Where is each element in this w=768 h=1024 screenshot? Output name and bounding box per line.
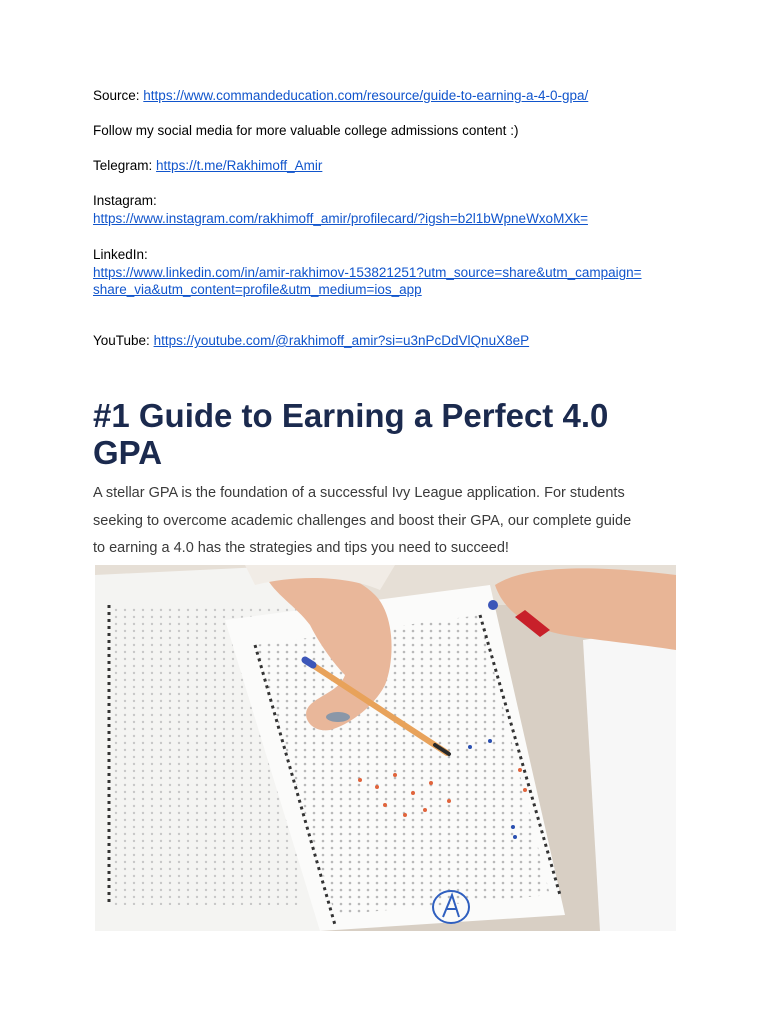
source-line [93,87,588,105]
telegram-line [93,157,322,175]
article-title-line-1: #1 Guide to Earning a Perfect 4.0 [93,397,609,434]
intro-line-1: A stellar GPA is the foundation of a successful Ivy League application. For students [93,485,625,501]
linkedin-line-2 [93,281,422,299]
article-photo [95,565,676,931]
intro-line-2: seeking to overcome academic challenges and boost their GPA, our complete guide [93,512,632,529]
linkedin-link-part-1[interactable]: https://www.linkedin.com/in/amir-rakhimov-153821251?utm_source=share&utm_campaign= [93,265,642,280]
telegram-link[interactable]: https://t.me/Rakhimoff_Amir [156,158,323,173]
source-label: Source: [93,88,140,103]
youtube-line [93,332,529,350]
linkedin-label: LinkedIn: [93,247,148,262]
intro-line-3: to earning a 4.0 has the strategies and tips you need to succeed! [93,540,509,556]
instagram-line [93,210,588,228]
instagram-label: Instagram: [93,193,157,208]
instagram-link[interactable]: https://www.instagram.com/rakhimoff_amir/profilecard/?igsh=b2l1bWpneWxoMXk= [93,211,588,226]
linkedin-link-part-2[interactable]: share_via&utm_content=profile&utm_medium=ios_app [93,282,422,297]
answer-sheet-photo-illustration [95,565,676,931]
article-intro [93,480,683,563]
telegram-label: Telegram: [93,158,153,173]
linkedin-line-1 [93,264,642,282]
youtube-label: YouTube: [93,333,150,348]
youtube-link[interactable]: https://youtube.com/@rakhimoff_amir?si=u3nPcDdVlQnuX8eP [153,333,530,348]
source-link[interactable]: https://www.commandeducation.com/resource/guide-to-earning-a-4-0-gpa/ [143,88,589,103]
article-title-line-2: GPA [93,434,163,471]
follow-text: Follow my social media for more valuable college admissions content :) [93,123,519,138]
article-title [93,397,683,471]
